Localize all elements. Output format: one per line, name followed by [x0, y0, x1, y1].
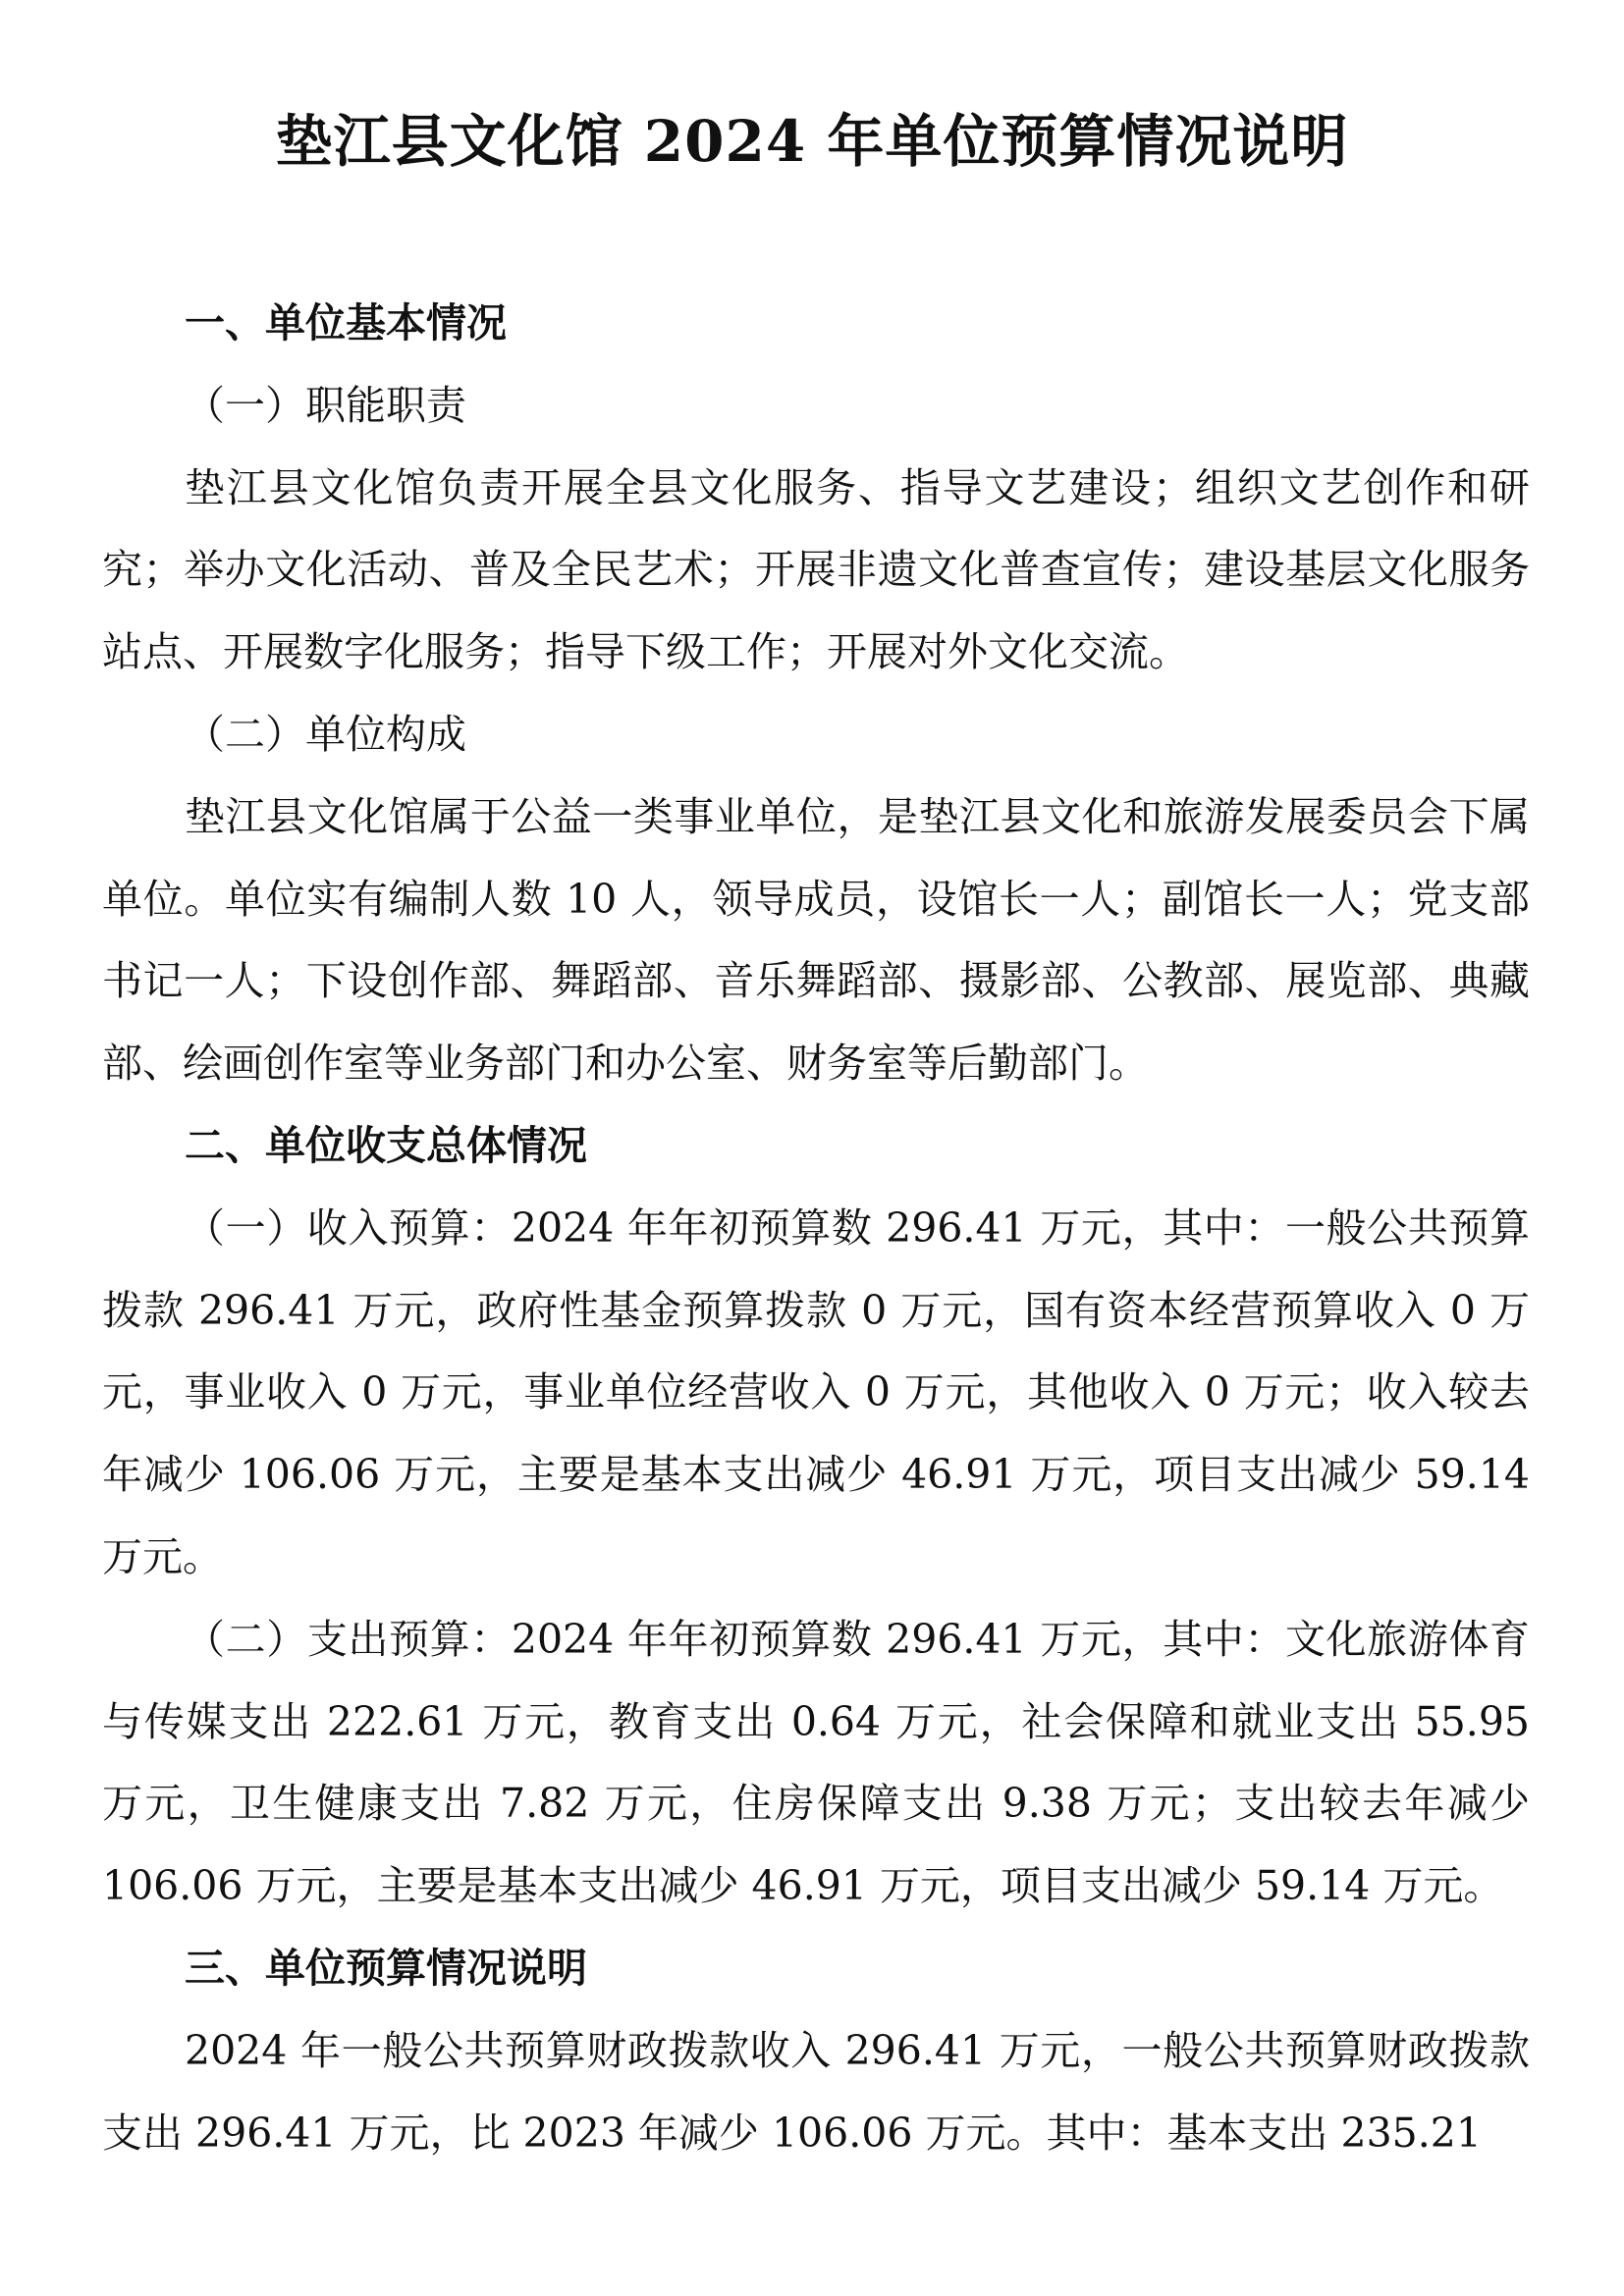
document-title: 垫江县文化馆 2024 年单位预算情况说明	[275, 108, 1349, 175]
section-1-1-paragraph: 垫江县文化馆负责开展全县文化服务、指导文艺建设；组织文艺创作和研究；举办文化活动、普及全民艺术；开展非遗文化普查宣传；建设基层文化服务站点、开展数字化服务；指导下级工作；开展对外文化交流。	[102, 463, 1530, 676]
section-3-paragraph: 2024 年一般公共预算财政拨款收入 296.41 万元，一般公共预算财政拨款支出 296.41 万元，比 2023 年减少 106.06 万元。其中：基本支出 235.21	[102, 2026, 1530, 2157]
section-2-heading: 二、单位收支总体情况	[185, 1121, 587, 1169]
income-budget-paragraph: （一）收入预算：2024 年年初预算数 296.41 万元，其中：一般公共预算拨款 296.41 万元，政府性基金预算拨款 0 万元，国有资本经营预算收入 0 万元，事业收入 0 万元，事业单位经营收入 0 万元，其他收入 0 万元；收入较去年减少 106.06 万元，主要是基本支出减少 46.91 万元，项目支出减少 59.14 万元。	[102, 1203, 1530, 1580]
section-1-heading: 一、单位基本情况	[185, 299, 507, 347]
section-1-2-paragraph: 垫江县文化馆属于公益一类事业单位，是垫江县文化和旅游发展委员会下属单位。单位实有编制人数 10 人，领导成员，设馆长一人；副馆长一人；党支部书记一人；下设创作部、舞蹈部、音乐舞蹈部、摄影部、公教部、展览部、典藏部、绘画创作室等业务部门和办公室、财务室等后勤部门。	[102, 792, 1530, 1088]
expense-budget-paragraph: （二）支出预算：2024 年年初预算数 296.41 万元，其中：文化旅游体育与传媒支出 222.61 万元，教育支出 0.64 万元，社会保障和就业支出 55.95 万元，卫生健康支出 7.82 万元，住房保障支出 9.38 万元；支出较去年减少 106.06 万元，主要是基本支出减少 46.91 万元，项目支出减少 59.14 万元。	[102, 1615, 1530, 1910]
section-1-1-heading: （一）职能职责	[185, 381, 466, 429]
document-body	[102, 283, 1530, 2174]
section-3-heading: 三、单位预算情况说明	[185, 1944, 587, 1992]
section-1-2-heading: （二）单位构成	[185, 710, 466, 758]
